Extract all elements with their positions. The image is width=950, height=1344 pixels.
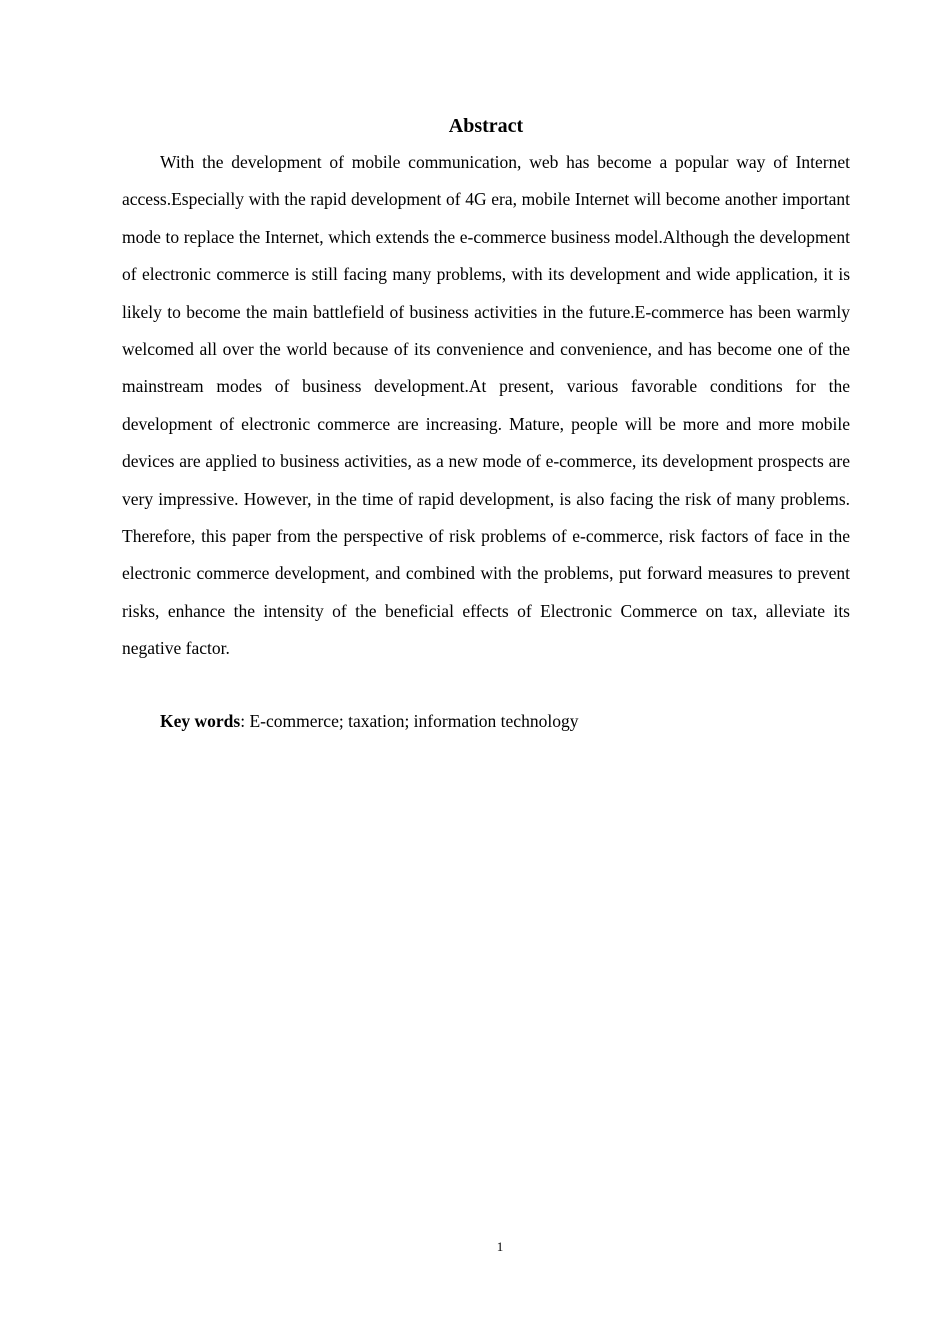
keywords-text: E-commerce; taxation; information technology <box>249 711 579 731</box>
page-number: 1 <box>496 1239 504 1254</box>
keywords-separator: : <box>240 711 250 731</box>
keywords-label: Key words <box>160 711 241 731</box>
abstract-paragraph: With the development of mobile communication, web has become a popular way of Internet access.Especially with the rapid development of 4G era, mobile Internet will become another important mode to replace the Internet, which extends the e-commerce business model.Although the development of electronic commerce is still facing many problems, with its development and wide application, it is likely to become the main battlefield of business activities in the future.E-commerce has been warmly welcomed all over the world because of its convenience and convenience, and has become one of the mainstream modes of business development.At present, various favorable conditions for the development of electronic commerce are increasing. Mature, people will be more and more mobile devices are applied to business activities, as a new mode of e-commerce, its development prospects are very impressive. However, in the time of rapid development, is also facing the risk of many problems. Therefore, this paper from the perspective of risk problems of e-commerce, risk factors of face in the electronic commerce development, and combined with the problems, put forward measures to prevent risks, enhance the intensity of the beneficial effects of Electronic Commerce on tax, alleviate its negative factor. <box>122 152 850 659</box>
keywords-line <box>122 706 850 736</box>
abstract-title: Abstract <box>448 115 524 137</box>
